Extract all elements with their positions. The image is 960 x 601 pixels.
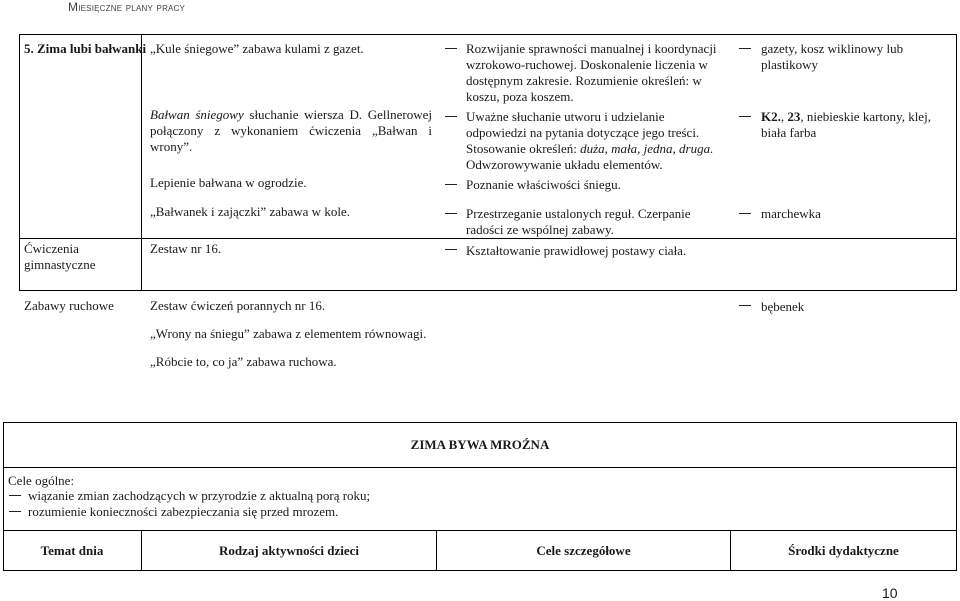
section-title: ZIMA BYWA MROŹNA bbox=[410, 437, 550, 452]
activity-text: Zestaw nr 16. bbox=[150, 241, 222, 256]
means-text bbox=[761, 109, 953, 141]
page-number: 10 bbox=[882, 585, 898, 601]
activity-text: „Bałwanek i zajączki” zabawa w kole. bbox=[150, 204, 350, 219]
means-text: bębenek bbox=[761, 299, 805, 314]
page-header bbox=[68, 0, 185, 14]
block-title: 5. Zima lubi bałwanki bbox=[24, 41, 147, 56]
column-header: Środki dydaktyczne bbox=[788, 543, 899, 558]
means-bold: K2. bbox=[761, 109, 781, 124]
table-top-border bbox=[19, 34, 957, 35]
dash-icon bbox=[445, 116, 457, 117]
activity-text: Zestaw ćwiczeń porannych nr 16. bbox=[150, 298, 326, 313]
dash-icon bbox=[445, 48, 457, 49]
dash-icon bbox=[739, 48, 751, 49]
box-top-border bbox=[3, 422, 957, 423]
box-bottom-border bbox=[3, 570, 957, 571]
goal-main: Uważne słuchanie utworu i udzielanie odpowiedzi na pytania dotyczące jego treści. Stosowanie określeń: bbox=[466, 109, 700, 156]
box-divider bbox=[3, 530, 957, 531]
goal-italic: duża, mała, jedna, druga. bbox=[580, 141, 714, 156]
goal-text: Przestrzeganie ustalonych reguł. Czerpanie radości ze wspólnej zabawy. bbox=[466, 206, 691, 237]
goal-item: wiązanie zmian zachodzących w przyrodzie z aktualną porą roku; bbox=[28, 488, 371, 503]
table-left-border bbox=[19, 34, 20, 290]
dash-icon bbox=[445, 213, 457, 214]
column-header: Temat dnia bbox=[40, 543, 104, 558]
activity-text bbox=[150, 107, 432, 155]
means-bold2: 23 bbox=[787, 109, 801, 124]
activity-text: „Kule śniegowe” zabawa kulami z gazet. bbox=[150, 41, 364, 56]
box-divider bbox=[3, 467, 957, 468]
goal-text: Poznanie właściwości śniegu. bbox=[466, 177, 621, 192]
activity-rest: słuchanie wiersza D. Gellnerowej połączony z wykonaniem ćwiczenia „Bałwan i wrony”. bbox=[150, 107, 432, 154]
activity-text: Lepienie bałwana w ogrodzie. bbox=[150, 175, 307, 190]
column-header: Rodzaj aktywności dzieci bbox=[218, 543, 360, 558]
block-title: Ćwiczenia gimnastyczne bbox=[24, 241, 96, 272]
goal-item: rozumienie konieczności zabezpieczania się przed mrozem. bbox=[28, 504, 339, 519]
dash-icon bbox=[739, 116, 751, 117]
activity-text: „Róbcie to, co ja” zabawa ruchowa. bbox=[150, 354, 337, 369]
means-text: marchewka bbox=[761, 206, 821, 221]
table-bottom-border bbox=[19, 290, 957, 291]
table-col1-divider bbox=[141, 34, 142, 290]
dash-icon bbox=[9, 511, 21, 512]
means-rest: , niebieskie kartony, klej, biała farba bbox=[761, 109, 931, 140]
goal-end: Odwzorowywanie układu elementów. bbox=[466, 157, 663, 172]
goal-text: Kształtowanie prawidłowej postawy ciała. bbox=[466, 243, 687, 258]
dash-icon bbox=[739, 305, 751, 306]
dash-icon bbox=[445, 184, 457, 185]
table-right-border bbox=[956, 34, 957, 290]
dash-icon bbox=[9, 495, 21, 496]
activity-text: „Wrony na śniegu” zabawa z elementem równowagi. bbox=[150, 326, 427, 341]
means-text: gazety, kosz wiklinowy lub plastikowy bbox=[761, 41, 904, 72]
goal-text bbox=[466, 109, 726, 173]
row-divider bbox=[19, 238, 957, 239]
header-title: Miesięczne plany pracy bbox=[68, 0, 186, 14]
block-title: Zabawy ruchowe bbox=[24, 298, 114, 313]
column-header: Cele szczegółowe bbox=[536, 543, 631, 558]
means-sep: , bbox=[780, 109, 788, 124]
goal-text: Rozwijanie sprawności manualnej i koordynacji wzrokowo-ruchowej. Doskonalenie liczenia w dostępnym zakresie. Rozumienie określeń: w koszu, poza koszem. bbox=[466, 41, 717, 104]
dash-icon bbox=[739, 213, 751, 214]
goals-label: Cele ogólne: bbox=[8, 473, 75, 488]
activity-italic: Bałwan śniegowy bbox=[150, 107, 244, 122]
dash-icon bbox=[445, 249, 457, 250]
